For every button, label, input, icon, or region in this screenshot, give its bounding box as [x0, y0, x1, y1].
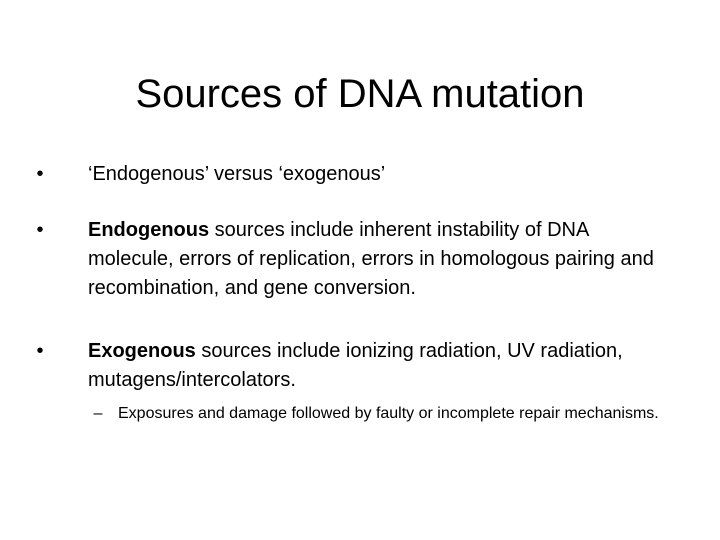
- bullet-item: [30, 337, 670, 425]
- bullet-bold-term: Endogenous: [88, 219, 210, 241]
- bullet-text-content: ‘Endogenous’ versus ‘exogenous’: [88, 163, 386, 185]
- bullet-icon: •: [36, 163, 44, 185]
- bullet-icon: •: [36, 219, 44, 241]
- sub-bullet-item: [88, 402, 670, 425]
- sub-bullet-list: [88, 402, 670, 425]
- bullet-item: [30, 216, 670, 303]
- dash-icon: –: [93, 405, 103, 422]
- sub-bullet-text: Exposures and damage followed by faulty or incomplete repair mechanisms.: [118, 405, 659, 422]
- bullet-text: [88, 163, 385, 185]
- bullet-bold-term: Exogenous: [88, 340, 196, 362]
- bullet-list: [30, 160, 670, 425]
- bullet-text-content: sources include inherent instability of DNA molecule, errors of replication, errors in homologous pairing and recombination, and gene conversion.: [88, 219, 654, 299]
- bullet-text: [88, 340, 623, 391]
- bullet-icon: •: [36, 340, 44, 362]
- bullet-text-content: sources include ionizing radiation, UV radiation, mutagens/intercolators.: [88, 340, 623, 391]
- slide-title: Sources of DNA mutation: [135, 72, 585, 116]
- bullet-item: [30, 160, 670, 189]
- bullet-text: [88, 219, 654, 299]
